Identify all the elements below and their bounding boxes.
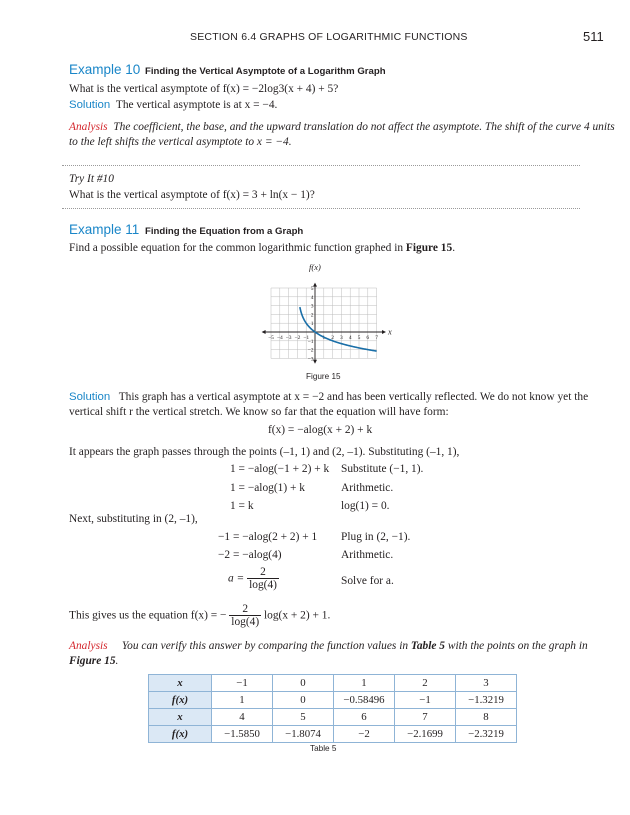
table-cell: −1 <box>212 675 273 692</box>
figure-15-caption: Figure 15 <box>306 372 341 381</box>
solution-label: Solution <box>69 391 111 403</box>
y-tick-label: −1 <box>307 338 314 345</box>
table-cell: −1.5850 <box>212 726 273 743</box>
fraction-denominator: log(4) <box>231 616 260 628</box>
table-cell: 1 <box>334 675 395 692</box>
table-cell: −2.1699 <box>395 726 456 743</box>
next-text: Next, substituting in (2, –1), <box>69 513 198 525</box>
fraction-denominator: log(4) <box>249 579 277 591</box>
example-11-prompt <box>69 242 455 254</box>
final-fraction <box>229 603 261 629</box>
example-10-title: Finding the Vertical Asymptote of a Logarithm Graph <box>145 66 386 77</box>
step-1-eq: 1 = −alog(−1 + 2) + k <box>230 463 330 475</box>
form-equation: f(x) = −alog(x + 2) + k <box>268 424 373 436</box>
step-5-note: Arithmetic. <box>341 549 394 561</box>
x-tick-label: −2 <box>294 335 301 341</box>
step-5-eq: −2 = −alog(4) <box>218 549 282 561</box>
analysis-label: Analysis <box>69 121 108 133</box>
analysis-text: You can verify this answer by comparing the function values in <box>121 640 411 652</box>
example-10-question: What is the vertical asymptote of f(x) = −2log3(x + 4) + 5? <box>69 83 339 95</box>
table-row-header: f(x) <box>149 726 212 743</box>
solution-label: Solution <box>69 99 111 111</box>
step-6-note: Solve for a. <box>341 575 394 587</box>
points-text: It appears the graph passes through the points (–1, 1) and (2, –1). Substituting (–1, 1), <box>69 446 460 458</box>
fraction-numerator: 2 <box>229 603 261 616</box>
x-tick-label: 3 <box>340 335 343 341</box>
x-tick-label: 1 <box>322 335 326 341</box>
table-5-caption: Table 5 <box>310 744 337 753</box>
y-axis-arrow-up <box>313 283 317 287</box>
step-1-note: Substitute (−1, 1). <box>341 463 424 475</box>
analysis-text-2: with the points on the graph in <box>445 640 588 652</box>
example-10-analysis <box>69 121 615 133</box>
section-title: GRAPHS OF LOGARITHMIC FUNCTIONS <box>259 31 468 43</box>
graph-tick-labels <box>268 286 378 362</box>
x-tick-label: −4 <box>276 335 283 341</box>
try-it-bottom-rule <box>62 208 580 209</box>
table-cell: 3 <box>456 675 517 692</box>
step-4-note: Plug in (2, −1). <box>341 531 411 543</box>
table-row <box>149 692 517 709</box>
table-cell: 0 <box>273 675 334 692</box>
final-eq-prefix: This gives us the equation f(x) = − <box>69 609 227 622</box>
table-cell: −2.3219 <box>456 726 517 743</box>
figure-15-graph <box>250 262 396 368</box>
table-cell: −1.3219 <box>456 692 517 709</box>
step-6-lhs: a = <box>228 572 245 585</box>
analysis-line-2: to the left shifts the vertical asymptote to x = −4. <box>69 136 292 148</box>
x-axis-arrow-right <box>382 330 386 334</box>
table-cell: 7 <box>395 709 456 726</box>
x-tick-label: 5 <box>357 335 361 341</box>
x-tick-label: −1 <box>303 335 310 341</box>
analysis-line-2 <box>69 655 118 667</box>
example-11-title: Finding the Equation from a Graph <box>145 226 304 237</box>
analysis-period: . <box>115 655 119 667</box>
try-it-top-rule <box>62 165 580 166</box>
prompt-period: . <box>452 242 456 254</box>
table-row-header: x <box>149 675 212 692</box>
prompt-text: Find a possible equation for the common logarithmic function graphed in <box>69 242 406 254</box>
step-4-eq: −1 = −alog(2 + 2) + 1 <box>218 531 318 543</box>
table-row-header: f(x) <box>149 692 212 709</box>
table-row <box>149 726 517 743</box>
table-cell: −1 <box>395 692 456 709</box>
table-cell: −2 <box>334 726 395 743</box>
y-tick-label: 3 <box>310 303 314 310</box>
y-tick-label: 1 <box>310 321 314 328</box>
solution-text: The vertical asymptote is at x = −4. <box>115 99 278 111</box>
x-tick-label: 2 <box>331 335 334 341</box>
y-axis-label: f(x) <box>309 262 321 272</box>
example-11-analysis <box>69 640 588 652</box>
y-tick-label: −3 <box>307 356 314 363</box>
section-number: SECTION 6.4 <box>190 31 257 43</box>
table-cell: 4 <box>212 709 273 726</box>
figure-ref: Figure 15 <box>69 655 116 667</box>
y-tick-label: −2 <box>307 347 314 354</box>
page-number: 511 <box>583 29 604 44</box>
table-ref: Table 5 <box>410 640 445 652</box>
table-row <box>149 675 517 692</box>
y-tick-label: 5 <box>310 286 314 292</box>
x-tick-label: −3 <box>285 335 292 341</box>
table-cell: −1.8074 <box>273 726 334 743</box>
x-tick-label: 7 <box>375 335 378 341</box>
x-axis-arrow-left <box>262 330 266 334</box>
y-axis-arrow-down <box>313 360 317 364</box>
final-eq-suffix: log(x + 2) + 1. <box>263 609 331 622</box>
step-2-note: Arithmetic. <box>341 482 394 494</box>
x-tick-label: −5 <box>268 335 274 341</box>
table-cell: 1 <box>212 692 273 709</box>
analysis-label: Analysis <box>69 640 108 652</box>
solution-line-1: This graph has a vertical asymptote at x = −2 and has been vertically reflected. We do not know yet the <box>118 391 589 403</box>
step-3-note: log(1) = 0. <box>341 500 390 512</box>
table-cell: 8 <box>456 709 517 726</box>
step-6-fraction <box>247 566 279 592</box>
y-tick-label: 4 <box>310 294 314 301</box>
solution-line-2: vertical shift r the vertical stretch. We know so far that the equation will have form: <box>69 406 449 418</box>
step-2-eq: 1 = −alog(1) + k <box>230 482 305 494</box>
example-11-label: Example 11 <box>69 222 140 237</box>
y-tick-label: 2 <box>310 312 314 319</box>
table-row-header: x <box>149 709 212 726</box>
example-11-solution <box>69 391 588 403</box>
try-it-question: What is the vertical asymptote of f(x) = 3 + ln(x − 1)? <box>69 189 315 201</box>
fraction-numerator: 2 <box>247 566 279 579</box>
running-header <box>190 31 468 43</box>
table-cell: −0.58496 <box>334 692 395 709</box>
table-row <box>149 709 517 726</box>
x-tick-label: 4 <box>348 335 352 341</box>
table-cell: 6 <box>334 709 395 726</box>
step-3-eq: 1 = k <box>230 500 254 512</box>
figure-ref: Figure 15 <box>405 242 453 254</box>
analysis-line-1: The coefficient, the base, and the upward translation do not affect the asymptote. The shift of the curve 4 units <box>113 121 615 133</box>
final-equation <box>69 603 330 629</box>
table-cell: 2 <box>395 675 456 692</box>
table-cell: 5 <box>273 709 334 726</box>
example-10-solution <box>69 99 277 111</box>
x-tick-label: 6 <box>366 335 370 341</box>
try-it-label: Try It #10 <box>69 173 114 185</box>
x-axis-label: x <box>388 326 392 337</box>
step-6-eq <box>228 566 279 592</box>
table-5 <box>148 674 517 743</box>
table-cell: 0 <box>273 692 334 709</box>
example-10-label: Example 10 <box>69 62 141 77</box>
